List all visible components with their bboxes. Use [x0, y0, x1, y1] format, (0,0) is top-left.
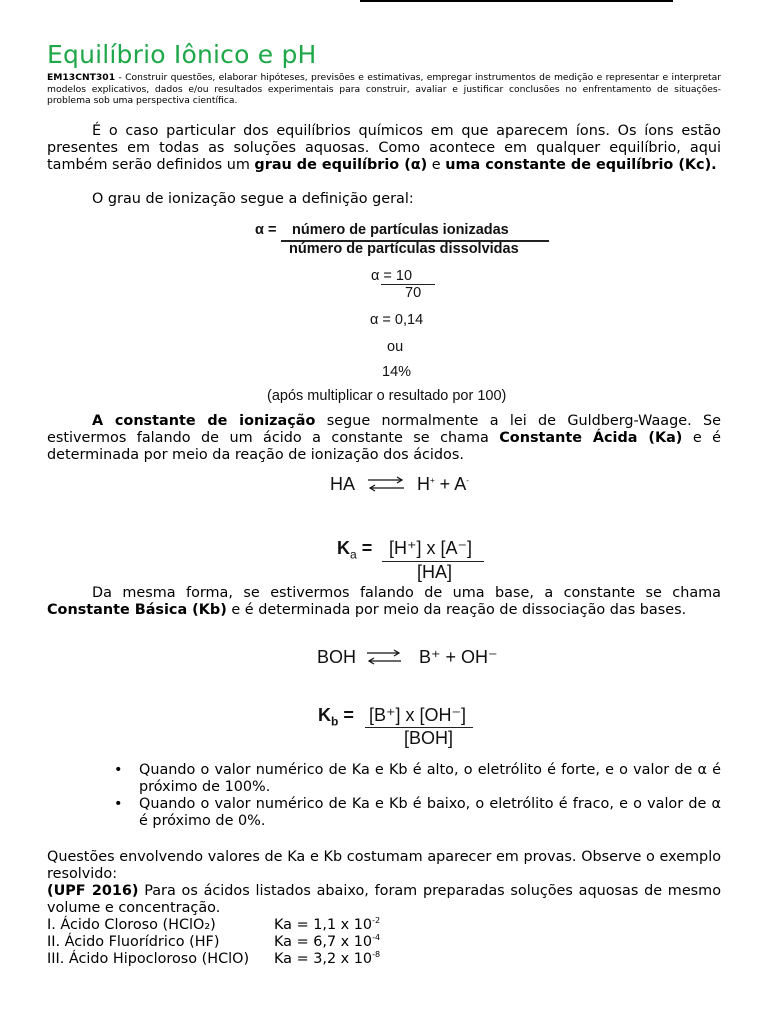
kb-denominator: [BOH] [404, 728, 454, 748]
intro-paragraph [47, 123, 721, 173]
acid-lhs: HA [330, 474, 356, 494]
ka-sub: a [350, 547, 357, 562]
list-item [47, 762, 721, 796]
alpha-eq: α = [255, 222, 277, 238]
page-title: Equilíbrio Iônico e pH [47, 40, 317, 69]
intro-bold-alpha: grau de equilíbrio (α) [254, 156, 428, 173]
bullet-list [47, 762, 721, 830]
acid-ka-exp: -2 [372, 916, 381, 926]
acid-rhs-charge-minus: - [466, 476, 469, 485]
kb-bold: Constante Básica (Kb) [47, 601, 227, 618]
acid-ka: Ka = 1,1 x 10 [274, 917, 373, 933]
ka-numerator: [H⁺] x [A⁻] [389, 538, 473, 558]
acid-rhs-a: + A [434, 474, 467, 494]
ka-paragraph [47, 413, 721, 463]
questions-intro: Questões envolvendo valores de Ka e Kb costumam aparecer em provas. Observe o exemplo resolvido: [47, 849, 721, 882]
bullet-text: Quando o valor numérico de Ka e Kb é alto, o eletrólito é forte, e o valor de α é próximo de 100%. [139, 762, 721, 795]
ka-eq: = [356, 538, 373, 558]
acid-rhs-charge-plus: + [430, 476, 435, 485]
skill-code: EM13CNT301 [47, 72, 116, 83]
top-rule [360, 0, 673, 2]
acid-name: II. Ácido Fluorídrico (HF) [47, 934, 220, 950]
acid-rhs [417, 474, 469, 495]
kb-symbol [318, 705, 354, 729]
ka-symbol [337, 538, 373, 562]
equilibrium-arrows-icon [366, 475, 406, 493]
equilibrium-arrows-icon [365, 648, 403, 666]
kb-paragraph [47, 585, 721, 619]
kb-text-2: e é determinada por meio da reação de dissociação das bases. [226, 601, 687, 618]
bullet-icon: • [114, 796, 123, 812]
alpha-numerator: número de partículas ionizadas [292, 222, 509, 238]
ka-bold-2: Constante Ácida (Ka) [499, 429, 683, 446]
acid-name: I. Ácido Cloroso (HClO₂) [47, 917, 216, 933]
kb-sub: b [331, 714, 339, 729]
acid-name: III. Ácido Hipocloroso (HClO) [47, 951, 250, 967]
alpha-percent: 14% [382, 364, 412, 380]
kb-eq: = [338, 705, 354, 725]
skill-statement [47, 72, 721, 107]
ka-text-2: e é determinada por meio da reação de ionização dos ácidos. [47, 429, 722, 463]
kb-text-1: Da mesma forma, se estivermos falando de uma base, a constante se chama [92, 585, 721, 601]
kb-numerator: [B⁺] x [OH⁻] [369, 705, 467, 725]
intro-text: É o caso particular dos equilíbrios químicos em que aparecem íons. Os íons estão presentes em todas as soluções aquosas. Como acontece em qualquer equilíbrio, aqui também serão definidos um [47, 123, 721, 173]
intro-bold-kc: uma constante de equilíbrio (Kc). [445, 156, 717, 173]
alpha-result: α = 0,14 [370, 312, 424, 328]
acid-row [47, 951, 380, 968]
bullet-icon: • [114, 762, 123, 778]
acid-ka-exp: -8 [372, 950, 381, 960]
ka-bold-1: A constante de ionização [92, 413, 316, 429]
ka-denominator: [HA] [417, 562, 453, 582]
alpha-denominator: número de partículas dissolvidas [289, 241, 519, 257]
acid-ka: Ka = 3,2 x 10 [274, 951, 373, 967]
acid-ka-exp: -4 [372, 933, 381, 943]
acid-row [47, 934, 380, 951]
skill-text: - Construir questões, elaborar hipóteses, previsões e estimativas, empregar instrumentos de medição e representar e interpretar modelos explicativos, dados e/ou resultados experimentais para construir, avaliar e justificar conclusões no enfrentamento de situações-problema sob uma perspectiva científica. [47, 72, 721, 106]
kb-k: K [318, 705, 331, 725]
ionization-intro: O grau de ionização segue a definição geral: [92, 191, 414, 207]
ka-text-1: segue normalmente a lei de Guldberg-Waage. Se estivermos falando de um ácido a constante se chama [47, 413, 721, 446]
alpha-note: (após multiplicar o resultado por 100) [267, 388, 507, 404]
alpha-example-lhs: α = 10 [371, 268, 413, 284]
intro-connector: e [427, 156, 446, 173]
list-item [47, 796, 721, 830]
acid-ka: Ka = 6,7 x 10 [274, 934, 373, 950]
upf-text: Para os ácidos listados abaixo, foram preparadas soluções aquosas de mesmo volume e concentração. [47, 883, 721, 916]
acid-row [47, 917, 380, 934]
alpha-example-den: 70 [405, 285, 422, 301]
base-lhs: BOH [317, 647, 357, 667]
ka-k: K [337, 538, 350, 558]
upf-tag: (UPF 2016) [47, 883, 139, 899]
alpha-or: ou [387, 339, 404, 355]
upf-question [47, 883, 721, 917]
base-rhs: B⁺ + OH⁻ [419, 647, 498, 667]
bullet-text: Quando o valor numérico de Ka e Kb é baixo, o eletrólito é fraco, e o valor de α é próximo de 0%. [139, 796, 721, 829]
acid-rhs-h: H [417, 474, 430, 494]
